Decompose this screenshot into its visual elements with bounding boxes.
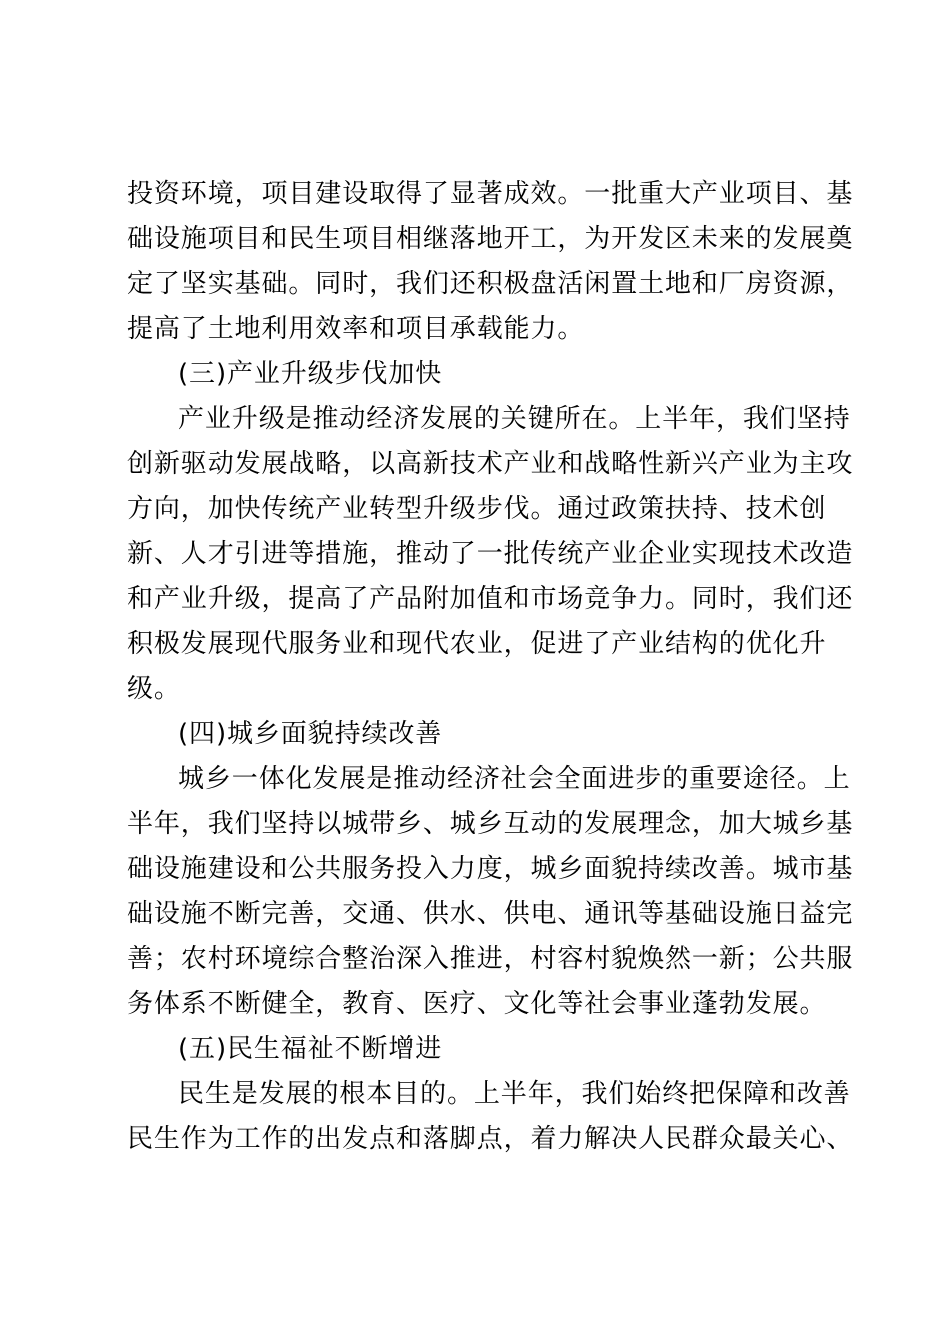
section-heading-4: (四)城乡面貌持续改善	[178, 719, 443, 749]
paragraph-line: 民生作为工作的出发点和落脚点，着力解决人民群众最关心、	[127, 1124, 854, 1154]
paragraph-line: 创新驱动发展战略，以高新技术产业和战略性新兴产业为主攻	[127, 449, 854, 479]
paragraph-line: 新、人才引进等措施，推动了一批传统产业企业实现技术改造	[127, 539, 854, 569]
paragraph-line: 善；农村环境综合整治深入推进，村容村貌焕然一新；公共服	[127, 944, 854, 974]
paragraph-line: 务体系不断健全，教育、医疗、文化等社会事业蓬勃发展。	[127, 989, 827, 1019]
paragraph-line: 投资环境，项目建设取得了显著成效。一批重大产业项目、基	[127, 179, 854, 209]
section-heading-3: (三)产业升级步伐加快	[178, 359, 443, 389]
paragraph-line: 础设施不断完善，交通、供水、供电、通讯等基础设施日益完	[127, 899, 854, 929]
paragraph-line: 民生是发展的根本目的。上半年，我们始终把保障和改善	[178, 1079, 851, 1109]
paragraph-line: 础设施项目和民生项目相继落地开工，为开发区未来的发展奠	[127, 224, 854, 254]
paragraph-line: 级。	[127, 674, 181, 704]
paragraph-line: 方向，加快传统产业转型升级步伐。通过政策扶持、技术创	[127, 494, 827, 524]
paragraph-line: 城乡一体化发展是推动经济社会全面进步的重要途径。上	[178, 764, 851, 794]
paragraph-line: 和产业升级，提高了产品附加值和市场竞争力。同时，我们还	[127, 584, 854, 614]
paragraph-line: 础设施建设和公共服务投入力度，城乡面貌持续改善。城市基	[127, 854, 854, 884]
paragraph-line: 积极发展现代服务业和现代农业，促进了产业结构的优化升	[127, 629, 827, 659]
paragraph-line: 产业升级是推动经济发展的关键所在。上半年，我们坚持	[178, 404, 851, 434]
paragraph-line: 半年，我们坚持以城带乡、城乡互动的发展理念，加大城乡基	[127, 809, 854, 839]
paragraph-line: 提高了土地利用效率和项目承载能力。	[127, 314, 585, 344]
section-heading-5: (五)民生福祉不断增进	[178, 1034, 443, 1064]
paragraph-line: 定了坚实基础。同时，我们还积极盘活闲置土地和厂房资源，	[127, 269, 854, 299]
